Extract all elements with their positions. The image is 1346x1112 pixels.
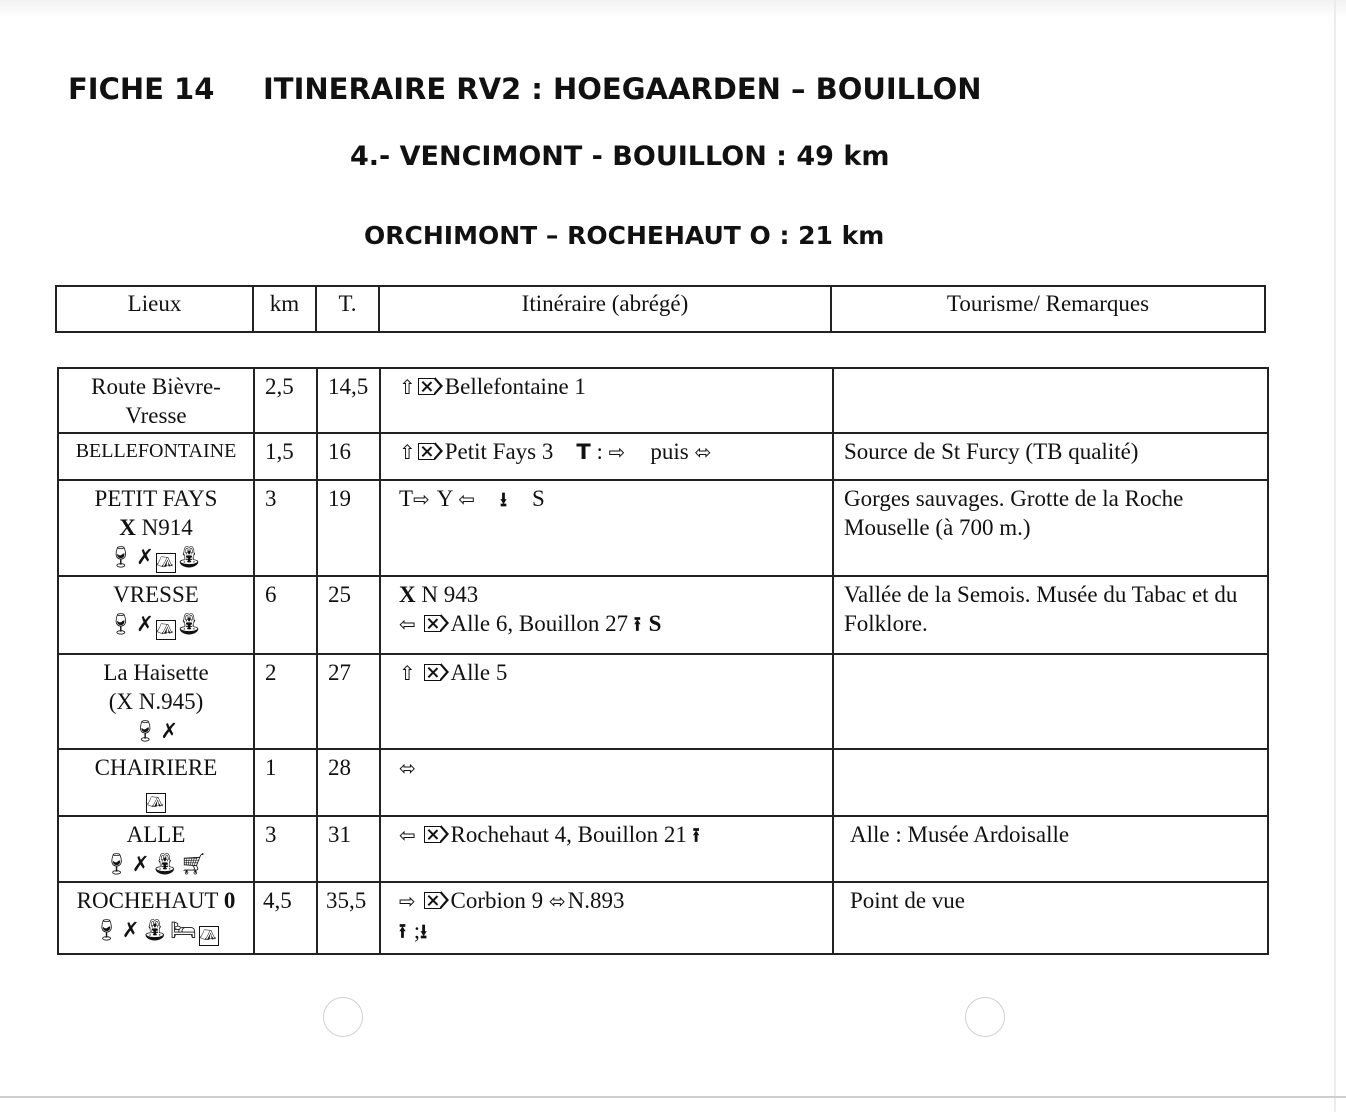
straight-arrow-icon: ⇧ xyxy=(399,661,416,685)
km-cell: 1 xyxy=(254,749,317,816)
lieu-name: VRESSE xyxy=(113,582,199,607)
itinerary-text: Petit Fays 3 xyxy=(444,439,554,464)
lieu-road xyxy=(65,513,247,542)
itinerary-then: puis xyxy=(650,439,689,464)
header-table xyxy=(55,285,1266,333)
crossing-marker: X xyxy=(119,515,136,540)
itinerary-text: Bellefontaine 1 xyxy=(444,374,586,399)
header-t: T. xyxy=(316,286,379,332)
t-cell: 27 xyxy=(317,654,380,749)
t-cell: 28 xyxy=(317,749,380,816)
road-number: N914 xyxy=(141,515,193,540)
left-arrow-icon: ⇦ xyxy=(399,823,416,847)
right-arrow-icon: ⇨ xyxy=(413,487,430,511)
remark-cell xyxy=(833,368,1268,433)
water-icon: ⛲︎ xyxy=(175,612,205,636)
lieu-name: ROCHEHAUT xyxy=(76,888,219,913)
water-icon: ⛲︎ xyxy=(175,545,205,569)
amenity-icons xyxy=(146,783,166,813)
table-row xyxy=(58,368,1268,433)
right-arrow-icon: ⇨ xyxy=(608,440,626,464)
bar-icon: 🍷︎ xyxy=(93,918,122,942)
itinerary-cell xyxy=(380,368,833,433)
itinerary-t-marker: T xyxy=(576,440,591,464)
table-row xyxy=(58,654,1268,749)
lieu-cell xyxy=(58,368,254,433)
km-cell: 1,5 xyxy=(254,433,317,480)
bar-icon: 🍷︎ xyxy=(107,545,137,569)
crossroads-sign-icon xyxy=(424,615,441,632)
sign-arrow-icon xyxy=(441,663,449,681)
climb-icon: ⭱ xyxy=(399,919,406,943)
itinerary-cell xyxy=(380,816,833,882)
lieu-cell xyxy=(58,882,254,954)
itinerary-line-1 xyxy=(399,580,826,609)
lieu-name-line xyxy=(65,886,247,915)
lieu-cell xyxy=(58,576,254,654)
table-row xyxy=(58,882,1268,954)
bar-icon: 🍷︎ xyxy=(131,719,161,743)
water-icon: ⛲︎ xyxy=(151,852,181,876)
km-cell: 3 xyxy=(254,480,317,576)
left-arrow-icon: ⇦ xyxy=(458,487,476,511)
header-itineraire: Itinéraire (abrégé) xyxy=(379,286,831,332)
remark-cell: Alle : Musée Ardoisalle xyxy=(833,816,1268,882)
remark-cell: Vallée de la Semois. Musée du Tabac et du Folklore. xyxy=(833,576,1268,654)
remark-cell xyxy=(833,749,1268,816)
shop-cart-icon: 🛒︎ xyxy=(180,852,209,876)
lieu-name: La Haisette xyxy=(103,660,209,685)
sign-arrow-icon xyxy=(435,442,443,460)
crossing-marker: X xyxy=(399,582,416,607)
amenity-icons xyxy=(132,717,180,746)
km-cell: 3 xyxy=(254,816,317,882)
right-arrow-icon: ⇨ xyxy=(399,889,416,913)
scan-top-edge xyxy=(0,0,1346,18)
sign-arrow-icon xyxy=(441,614,449,632)
itinerary-cell xyxy=(380,654,833,749)
straight-arrow-icon: ⇧ xyxy=(399,440,416,464)
itinerary-text: Alle 6, Bouillon 27 xyxy=(450,611,629,636)
scan-bottom-edge xyxy=(0,1096,1346,1098)
restaurant-icon: ✗ xyxy=(121,918,142,942)
lieu-cell xyxy=(58,480,254,576)
left-arrow-icon: ⇦ xyxy=(399,612,416,636)
itinerary-t-marker: T xyxy=(399,486,414,511)
scan-right-edge xyxy=(1334,0,1336,1112)
crossroads-sign-icon xyxy=(424,664,441,681)
itinerary-line-2 xyxy=(399,609,826,639)
itinerary-road: N.893 xyxy=(567,888,625,913)
bar-icon: 🍷︎ xyxy=(107,612,137,636)
km-cell: 4,5 xyxy=(254,882,317,954)
restaurant-icon: ✗ xyxy=(131,852,152,876)
lieu-cell xyxy=(58,816,254,882)
straight-arrow-icon: ⇧ xyxy=(399,375,416,399)
lieu-cell xyxy=(58,433,254,480)
itinerary-road: N 943 xyxy=(421,582,479,607)
itinerary-cell xyxy=(380,749,833,816)
itinerary-table xyxy=(57,367,1269,955)
lieu-cell xyxy=(58,654,254,749)
table-row xyxy=(58,480,1268,576)
descent-icon: ⭳ xyxy=(420,919,428,943)
bar-icon: 🍷︎ xyxy=(103,852,132,876)
header-row xyxy=(56,286,1265,332)
sign-arrow-icon xyxy=(441,891,449,909)
itinerary-text: Rochehaut 4, Bouillon 21 xyxy=(450,822,687,847)
remark-cell: Source de St Furcy (TB qualité) xyxy=(833,433,1268,480)
t-cell: 14,5 xyxy=(317,368,380,433)
remark-cell: Point de vue xyxy=(833,882,1268,954)
t-cell: 19 xyxy=(317,480,380,576)
camping-icon: ⛺︎ xyxy=(156,553,176,573)
km-cell: 2 xyxy=(254,654,317,749)
header-tourisme: Tourisme/ Remarques xyxy=(831,286,1265,332)
left-right-arrow-icon: ⬄ xyxy=(694,440,712,464)
itinerary-separator: ; xyxy=(413,918,421,943)
itinerary-text: Alle 5 xyxy=(450,660,508,685)
sign-arrow-icon xyxy=(435,377,443,395)
subsection-title: ORCHIMONT – ROCHEHAUT O : 21 km xyxy=(364,221,885,250)
km-cell: 2,5 xyxy=(254,368,317,433)
crossroads-sign-icon xyxy=(424,826,441,843)
amenity-icons xyxy=(93,916,219,946)
crossroads-sign-icon xyxy=(418,443,435,460)
itinerary-y-marker: Y xyxy=(436,486,453,511)
amenity-icons xyxy=(108,543,205,573)
itinerary-cell xyxy=(380,480,833,576)
itinerary-cell xyxy=(380,576,833,654)
itinerary-text: Corbion 9 xyxy=(450,888,544,913)
lieu-name: ALLE xyxy=(126,822,186,847)
restaurant-icon: ✗ xyxy=(136,545,156,569)
descent-icon: ⭳ xyxy=(500,487,508,511)
water-icon: ⛲︎ xyxy=(141,918,171,942)
climb-icon: ⭱ xyxy=(692,823,700,847)
table-row xyxy=(58,576,1268,654)
table-row xyxy=(58,433,1268,480)
itinerary-s-marker: S xyxy=(532,486,545,511)
lieu-name: Route Bièvre-Vresse xyxy=(91,374,221,428)
itinerary-line-2 xyxy=(399,916,826,946)
camping-icon: ⛺︎ xyxy=(146,793,166,813)
t-cell: 16 xyxy=(317,433,380,480)
fiche-number: FICHE 14 xyxy=(68,72,215,106)
amenity-icons xyxy=(103,850,209,879)
hotel-bed-icon: 🛏︎ xyxy=(170,918,199,942)
table-row xyxy=(58,749,1268,816)
itinerary-cell: ⇧ Petit Fays 3 T : ⇨ puis ⬄ xyxy=(380,433,833,480)
lieu-cell xyxy=(58,749,254,816)
page-title: ITINERAIRE RV2 : HOEGAARDEN – BOUILLON xyxy=(263,72,982,106)
binder-hole xyxy=(965,997,1005,1037)
t-cell: 31 xyxy=(317,816,380,882)
itinerary-cell xyxy=(380,882,833,954)
restaurant-icon: ✗ xyxy=(160,719,181,743)
remark-cell xyxy=(833,654,1268,749)
section-title: 4.- VENCIMONT - BOUILLON : 49 km xyxy=(350,141,890,172)
lieu-marker: 0 xyxy=(223,888,236,913)
lieu-name: BELLEFONTAINE xyxy=(75,440,237,462)
header-km: km xyxy=(253,286,316,332)
climb-icon: ⭱ xyxy=(633,612,641,636)
crossroads-sign-icon xyxy=(418,378,435,395)
sign-arrow-icon xyxy=(441,825,449,843)
binder-hole xyxy=(323,997,363,1037)
restaurant-icon: ✗ xyxy=(136,612,156,636)
lieu-road: (X N.945) xyxy=(108,689,204,714)
header-lieux: Lieux xyxy=(56,286,253,332)
t-cell: 35,5 xyxy=(317,882,380,954)
itinerary-line-1 xyxy=(399,886,826,916)
lieu-name: CHAIRIERE xyxy=(94,755,218,780)
table-row xyxy=(58,816,1268,882)
lieu-name: PETIT FAYS xyxy=(94,486,218,511)
amenity-icons xyxy=(108,610,205,640)
crossroads-sign-icon xyxy=(424,892,441,909)
t-cell: 25 xyxy=(317,576,380,654)
camping-icon: ⛺︎ xyxy=(156,620,176,640)
left-right-arrow-icon: ⬄ xyxy=(399,756,416,780)
left-right-arrow-icon: ⬄ xyxy=(548,889,566,913)
itinerary-s-marker: S xyxy=(648,611,662,636)
remark-cell: Gorges sauvages. Grotte de la Roche Mouselle (à 700 m.) xyxy=(833,480,1268,576)
km-cell: 6 xyxy=(254,576,317,654)
camping-icon: ⛺︎ xyxy=(199,926,219,946)
